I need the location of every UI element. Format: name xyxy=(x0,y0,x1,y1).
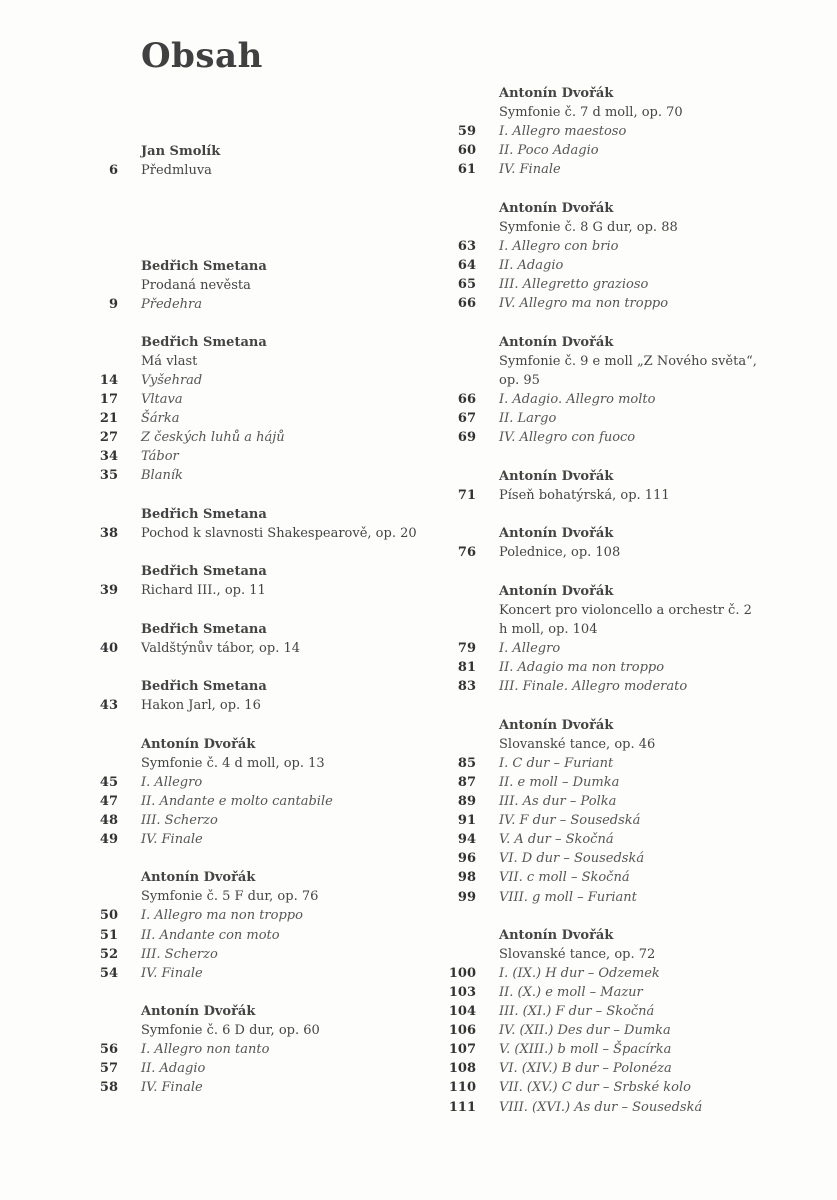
entry-text: IV. (XII.) Des dur – Dumka xyxy=(499,1023,671,1038)
entry-text: II. Adagio ma non troppo xyxy=(499,660,665,675)
entry-text: I. Adagio. Allegro molto xyxy=(499,392,656,407)
entry-text: II. e moll – Dumka xyxy=(499,775,620,790)
entry-text: I. Allegro non tanto xyxy=(141,1042,270,1057)
entry-text: III. Allegretto grazioso xyxy=(499,277,649,292)
page-number: 66 xyxy=(457,392,476,407)
entry-text: VIII. g moll – Furiant xyxy=(499,890,637,905)
entry-text: Šárka xyxy=(141,411,180,426)
entry-text: Slovanské tance, op. 72 xyxy=(499,947,656,962)
page-number: 108 xyxy=(448,1061,476,1076)
page-number: 81 xyxy=(457,660,476,675)
entry-text: Prodaná nevěsta xyxy=(141,278,251,293)
entry-text: Antonín Dvořák xyxy=(499,201,614,216)
page-number: 64 xyxy=(457,258,476,273)
entry-text: Z českých luhů a hájů xyxy=(141,430,285,445)
page-number: 106 xyxy=(448,1023,476,1038)
page-number: 34 xyxy=(99,449,118,464)
page-number: 110 xyxy=(448,1080,476,1095)
entry-text: VII. c moll – Skočná xyxy=(499,870,630,885)
entry-text: II. Poco Adagio xyxy=(499,143,599,158)
page-number: 59 xyxy=(457,124,476,139)
page-number: 21 xyxy=(99,411,118,426)
entry-text: Hakon Jarl, op. 16 xyxy=(141,698,261,713)
page-number: 38 xyxy=(99,526,118,541)
entry-text: VI. (XIV.) B dur – Polonéza xyxy=(499,1061,672,1076)
entry-text: Richard III., op. 11 xyxy=(141,583,266,598)
entry-text: Antonín Dvořák xyxy=(499,86,614,101)
page-number: 67 xyxy=(457,411,476,426)
page-number: 63 xyxy=(457,239,476,254)
page-number: 96 xyxy=(457,851,476,866)
page-number: 54 xyxy=(99,966,118,981)
entry-text: IV. Allegro ma non troppo xyxy=(499,296,669,311)
page-number: 100 xyxy=(448,966,476,981)
page-number: 57 xyxy=(99,1061,118,1076)
entry-text: VII. (XV.) C dur – Srbské kolo xyxy=(499,1080,691,1095)
page-number: 27 xyxy=(99,430,118,445)
page-number: 99 xyxy=(457,890,476,905)
entry-text: Bedřich Smetana xyxy=(141,564,267,579)
entry-text: Antonín Dvořák xyxy=(499,718,614,733)
page-number: 89 xyxy=(457,794,476,809)
entry-text: Bedřich Smetana xyxy=(141,507,267,522)
entry-text: Předmluva xyxy=(141,163,212,178)
page-number: 98 xyxy=(457,870,476,885)
entry-text: Symfonie č. 6 D dur, op. 60 xyxy=(141,1023,320,1038)
entry-text: Předehra xyxy=(141,297,203,312)
entry-text: IV. Finale xyxy=(141,1080,203,1095)
entry-text: Antonín Dvořák xyxy=(499,584,614,599)
page-number: 45 xyxy=(99,775,118,790)
entry-text: Vltava xyxy=(141,392,183,407)
page-number: 51 xyxy=(99,928,118,943)
page-number: 47 xyxy=(99,794,118,809)
entry-text: V. A dur – Skočná xyxy=(499,832,614,847)
page-number: 94 xyxy=(457,832,476,847)
entry-text: Vyšehrad xyxy=(141,373,203,388)
page-number: 69 xyxy=(457,430,476,445)
page-number: 43 xyxy=(99,698,118,713)
entry-text: IV. F dur – Sousedská xyxy=(499,813,641,828)
page-number: 35 xyxy=(99,468,118,483)
entry-text: I. (IX.) H dur – Odzemek xyxy=(499,966,660,981)
entry-text: II. Largo xyxy=(499,411,557,426)
entry-text: Tábor xyxy=(141,449,179,464)
page-number: 79 xyxy=(457,641,476,656)
entry-text: Symfonie č. 9 e moll „Z Nového světa“, xyxy=(499,354,757,369)
entry-text: Antonín Dvořák xyxy=(499,335,614,350)
entry-text: I. Allegro con brio xyxy=(499,239,619,254)
page-number: 85 xyxy=(457,756,476,771)
entry-text: Antonín Dvořák xyxy=(141,1004,256,1019)
page-number: 17 xyxy=(99,392,118,407)
entry-text: III. As dur – Polka xyxy=(499,794,617,809)
page-number: 39 xyxy=(99,583,118,598)
entry-text: VI. D dur – Sousedská xyxy=(499,851,645,866)
entry-text: op. 95 xyxy=(499,373,540,388)
entry-text: III. Scherzo xyxy=(141,813,218,828)
entry-text: Symfonie č. 4 d moll, op. 13 xyxy=(141,756,325,771)
page-number: 58 xyxy=(99,1080,118,1095)
entry-text: Bedřich Smetana xyxy=(141,622,267,637)
entry-text: II. Adagio xyxy=(499,258,564,273)
entry-text: Antonín Dvořák xyxy=(499,928,614,943)
page-number: 76 xyxy=(457,545,476,560)
entry-text: IV. Allegro con fuoco xyxy=(499,430,636,445)
page-number: 49 xyxy=(99,832,118,847)
entry-text: II. Andante con moto xyxy=(141,928,280,943)
entry-text: I. Allegro ma non troppo xyxy=(141,908,303,923)
entry-text: Bedřich Smetana xyxy=(141,259,267,274)
page-number: 65 xyxy=(457,277,476,292)
page-number: 9 xyxy=(108,297,118,312)
entry-text: I. Allegro xyxy=(141,775,203,790)
entry-text: IV. Finale xyxy=(499,162,561,177)
entry-text: I. C dur – Furiant xyxy=(499,756,614,771)
page-number: 91 xyxy=(457,813,476,828)
entry-text: V. (XIII.) b moll – Špacírka xyxy=(499,1042,672,1057)
page-number: 104 xyxy=(448,1004,476,1019)
entry-text: h moll, op. 104 xyxy=(499,622,598,637)
page-number: 111 xyxy=(448,1100,476,1115)
page-number: 40 xyxy=(99,641,118,656)
page-number: 56 xyxy=(99,1042,118,1057)
page-number: 60 xyxy=(457,143,476,158)
entry-text: Má vlast xyxy=(141,354,198,369)
page-number: 61 xyxy=(457,162,476,177)
page-number: 107 xyxy=(448,1042,476,1057)
entry-text: Bedřich Smetana xyxy=(141,679,267,694)
entry-text: Antonín Dvořák xyxy=(499,469,614,484)
entry-text: IV. Finale xyxy=(141,966,203,981)
entry-text: II. Andante e molto cantabile xyxy=(141,794,333,809)
entry-text: Symfonie č. 5 F dur, op. 76 xyxy=(141,889,319,904)
entry-text: Valdštýnův tábor, op. 14 xyxy=(141,641,301,656)
entry-text: III. (XI.) F dur – Skočná xyxy=(499,1004,655,1019)
entry-text: Bedřich Smetana xyxy=(141,335,267,350)
entry-text: Polednice, op. 108 xyxy=(499,545,621,560)
page-number: 48 xyxy=(99,813,118,828)
entry-text: II. Adagio xyxy=(141,1061,206,1076)
entry-text: III. Scherzo xyxy=(141,947,218,962)
entry-text: Antonín Dvořák xyxy=(499,526,614,541)
entry-text: I. Allegro maestoso xyxy=(499,124,627,139)
entry-text: Symfonie č. 8 G dur, op. 88 xyxy=(499,220,678,235)
entry-text: Koncert pro violoncello a orchestr č. 2 xyxy=(499,603,752,618)
entry-text: Blaník xyxy=(141,468,183,483)
entry-text: IV. Finale xyxy=(141,832,203,847)
entry-text: I. Allegro xyxy=(499,641,561,656)
entry-text: Slovanské tance, op. 46 xyxy=(499,737,656,752)
page-number: 71 xyxy=(457,488,476,503)
entry-text: Antonín Dvořák xyxy=(141,737,256,752)
page-number: 87 xyxy=(457,775,476,790)
page-number: 103 xyxy=(448,985,476,1000)
page-number: 6 xyxy=(108,163,118,178)
entry-text: II. (X.) e moll – Mazur xyxy=(499,985,643,1000)
entry-text: VIII. (XVI.) As dur – Sousedská xyxy=(499,1100,703,1115)
page-title: Obsah xyxy=(141,36,263,76)
page-number: 66 xyxy=(457,296,476,311)
entry-text: Jan Smolík xyxy=(141,144,221,159)
entry-text: III. Finale. Allegro moderato xyxy=(499,679,688,694)
entry-text: Pochod k slavnosti Shakespearově, op. 20 xyxy=(141,526,417,541)
entry-text: Antonín Dvořák xyxy=(141,870,256,885)
page-number: 50 xyxy=(99,908,118,923)
page-number: 14 xyxy=(99,373,118,388)
page-number: 52 xyxy=(99,947,118,962)
entry-text: Symfonie č. 7 d moll, op. 70 xyxy=(499,105,683,120)
page-number: 83 xyxy=(457,679,476,694)
entry-text: Píseň bohatýrská, op. 111 xyxy=(499,488,670,503)
